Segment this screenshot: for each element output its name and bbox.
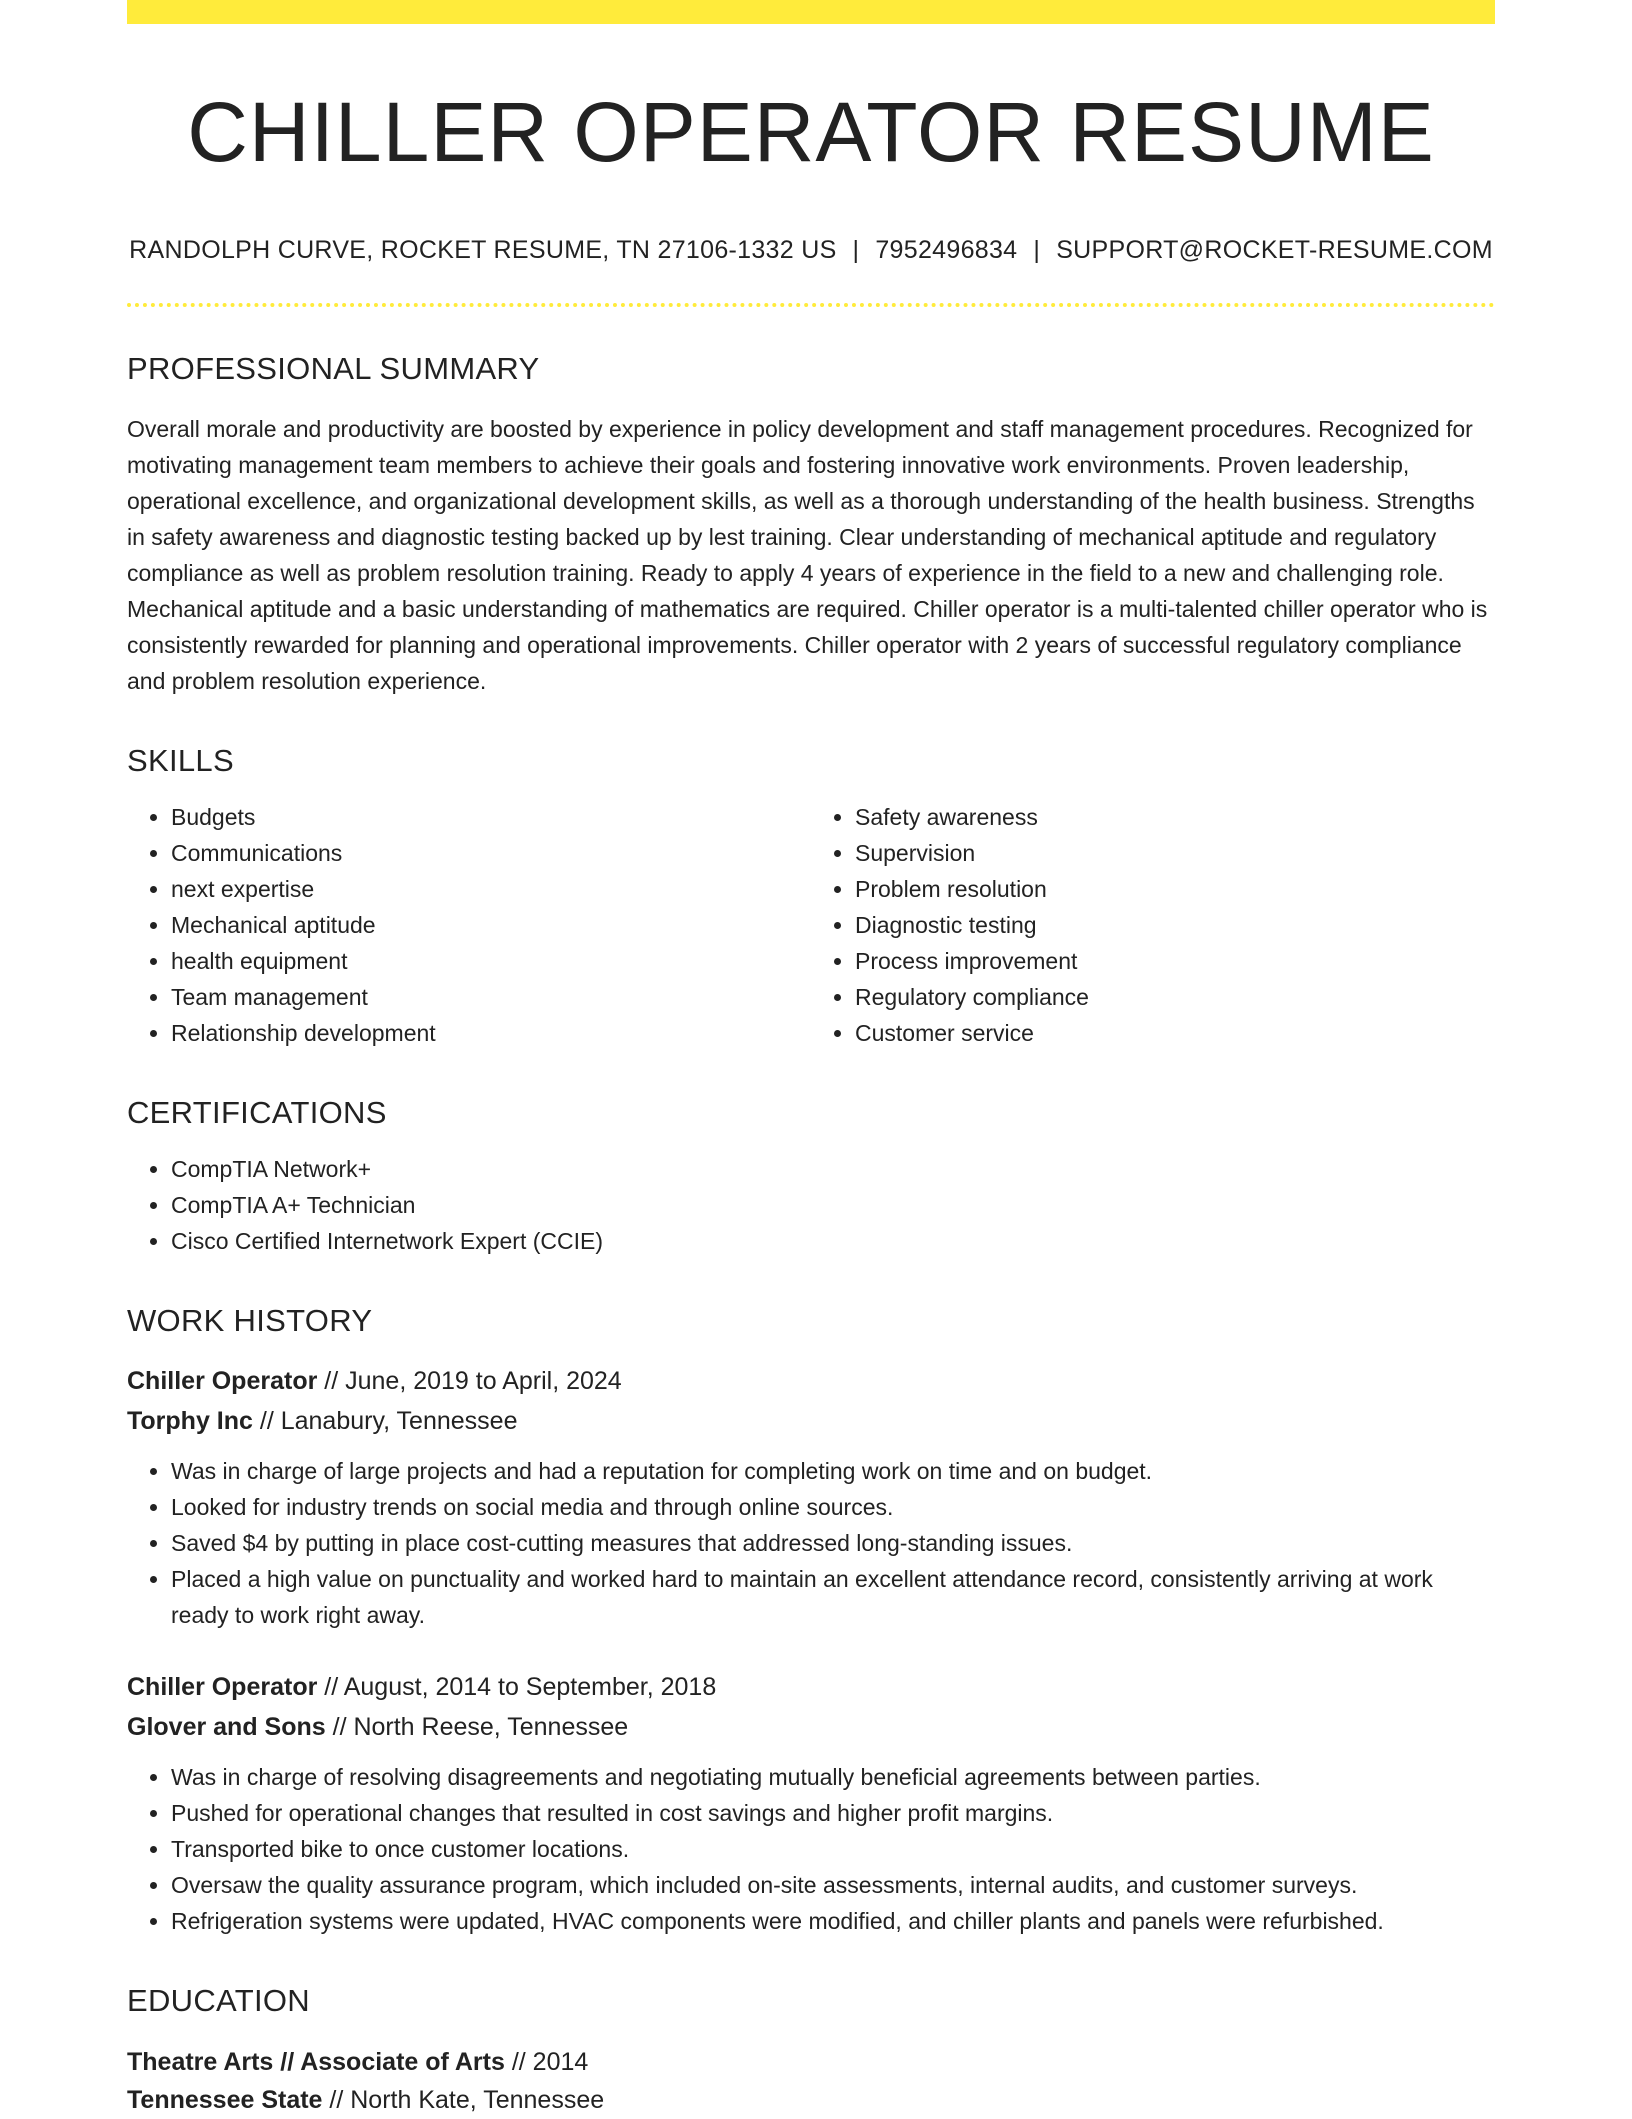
list-item: • CompTIA Network+ xyxy=(171,1151,1495,1187)
job-dates: // June, 2019 to April, 2024 xyxy=(317,1367,622,1396)
list-item: • Was in charge of resolving disagreements and negotiating mutually beneficial agreements between parties. xyxy=(171,1759,1495,1795)
job-location: // Lanabury, Tennessee xyxy=(252,1407,518,1436)
job-company-line xyxy=(127,1707,1495,1747)
list-item: • Regulatory compliance xyxy=(855,979,1495,1015)
list-item: • Looked for industry trends on social media and through online sources. xyxy=(171,1489,1495,1525)
job-company: Glover and Sons xyxy=(127,1713,326,1742)
list-item: • Cisco Certified Internetwork Expert (CCIE) xyxy=(171,1223,1495,1259)
list-item: • Pushed for operational changes that resulted in cost savings and higher profit margins. xyxy=(171,1795,1495,1831)
list-item: • Supervision xyxy=(855,835,1495,871)
job-bullets xyxy=(127,1453,1495,1633)
resume-page xyxy=(127,0,1495,2119)
list-item: • Budgets xyxy=(171,799,811,835)
job-role: Chiller Operator xyxy=(127,1367,318,1396)
work-history-heading: WORK HISTORY xyxy=(127,1303,373,1339)
summary-text: Overall morale and productivity are boosted by experience in policy development and staff management procedures. Recognized for motivating management team members to achieve their goals and fostering innovative work environments. Proven leadership, operational excellence, and organizational development skills, as well as a thorough understanding of the health business. Strengths in safety awareness and diagnostic testing backed up by lest training. Clear understanding of mechanical aptitude and regulatory compliance as well as problem resolution training. Ready to apply 4 years of experience in the field to a new and challenging role. Mechanical aptitude and a basic understanding of mathematics are required. Chiller operator is a multi-talented chiller operator who is consistently rewarded for planning and operational improvements. Chiller operator with 2 years of successful regulatory compliance and problem resolution experience. xyxy=(127,416,1488,695)
job-location: // North Reese, Tennessee xyxy=(325,1713,629,1742)
list-item: • Placed a high value on punctuality and worked hard to maintain an excellent attendance record, consistently arriving at work ready to work right away. xyxy=(171,1561,1495,1633)
job-entry xyxy=(127,1361,1495,1633)
job-company-line xyxy=(127,1401,1495,1441)
job-entry xyxy=(127,1667,1495,1939)
list-item: • Transported bike to once customer locations. xyxy=(171,1831,1495,1867)
job-title-line xyxy=(127,1361,1495,1401)
education-entry xyxy=(127,2043,1495,2119)
skills-column-left xyxy=(127,799,811,1051)
contact-separator: | xyxy=(1033,236,1041,265)
list-item: • CompTIA A+ Technician xyxy=(171,1187,1495,1223)
list-item: • Process improvement xyxy=(855,943,1495,979)
list-item: • Oversaw the quality assurance program, which included on-site assessments, internal audits, and customer surveys. xyxy=(171,1867,1495,1903)
education-heading: EDUCATION xyxy=(127,1983,310,2019)
contact-line xyxy=(127,236,1495,265)
accent-bar xyxy=(127,0,1495,24)
dotted-divider xyxy=(127,303,1495,307)
certifications-heading: CERTIFICATIONS xyxy=(127,1095,387,1131)
education-degree-line xyxy=(127,2043,1495,2081)
job-bullets xyxy=(127,1759,1495,1939)
education-school: Tennessee State xyxy=(127,2086,323,2115)
job-dates: // August, 2014 to September, 2018 xyxy=(317,1673,717,1702)
certifications-list xyxy=(127,1151,1495,1259)
contact-separator: | xyxy=(852,236,860,265)
contact-address: RANDOLPH CURVE, ROCKET RESUME, TN 27106-1332 US xyxy=(129,236,837,265)
list-item: • Refrigeration systems were updated, HVAC components were modified, and chiller plants and panels were refurbished. xyxy=(171,1903,1495,1939)
list-item: • Safety awareness xyxy=(855,799,1495,835)
list-item: • Was in charge of large projects and had a reputation for completing work on time and on budget. xyxy=(171,1453,1495,1489)
list-item: • Relationship development xyxy=(171,1015,811,1051)
list-item: • next expertise xyxy=(171,871,811,907)
list-item: • Mechanical aptitude xyxy=(171,907,811,943)
skills-list xyxy=(127,799,1495,1051)
list-item: • Customer service xyxy=(855,1015,1495,1051)
education-degree: Theatre Arts // Associate of Arts xyxy=(127,2048,505,2077)
summary-heading: PROFESSIONAL SUMMARY xyxy=(127,351,540,387)
list-item: • health equipment xyxy=(171,943,811,979)
contact-email: SUPPORT@ROCKET-RESUME.COM xyxy=(1056,236,1493,265)
education-year: // 2014 xyxy=(504,2048,589,2077)
education-location: // North Kate, Tennessee xyxy=(322,2086,605,2115)
skills-heading: SKILLS xyxy=(127,743,234,779)
contact-phone: 7952496834 xyxy=(875,236,1018,265)
list-item: • Team management xyxy=(171,979,811,1015)
list-item: • Saved $4 by putting in place cost-cutting measures that addressed long-standing issues. xyxy=(171,1525,1495,1561)
page-title: CHILLER OPERATOR RESUME xyxy=(187,85,1435,179)
job-title-line xyxy=(127,1667,1495,1707)
list-item: • Diagnostic testing xyxy=(855,907,1495,943)
list-item: • Communications xyxy=(171,835,811,871)
job-role: Chiller Operator xyxy=(127,1673,318,1702)
job-company: Torphy Inc xyxy=(127,1407,253,1436)
education-school-line xyxy=(127,2081,1495,2119)
list-item: • Problem resolution xyxy=(855,871,1495,907)
skills-column-right xyxy=(811,799,1495,1051)
